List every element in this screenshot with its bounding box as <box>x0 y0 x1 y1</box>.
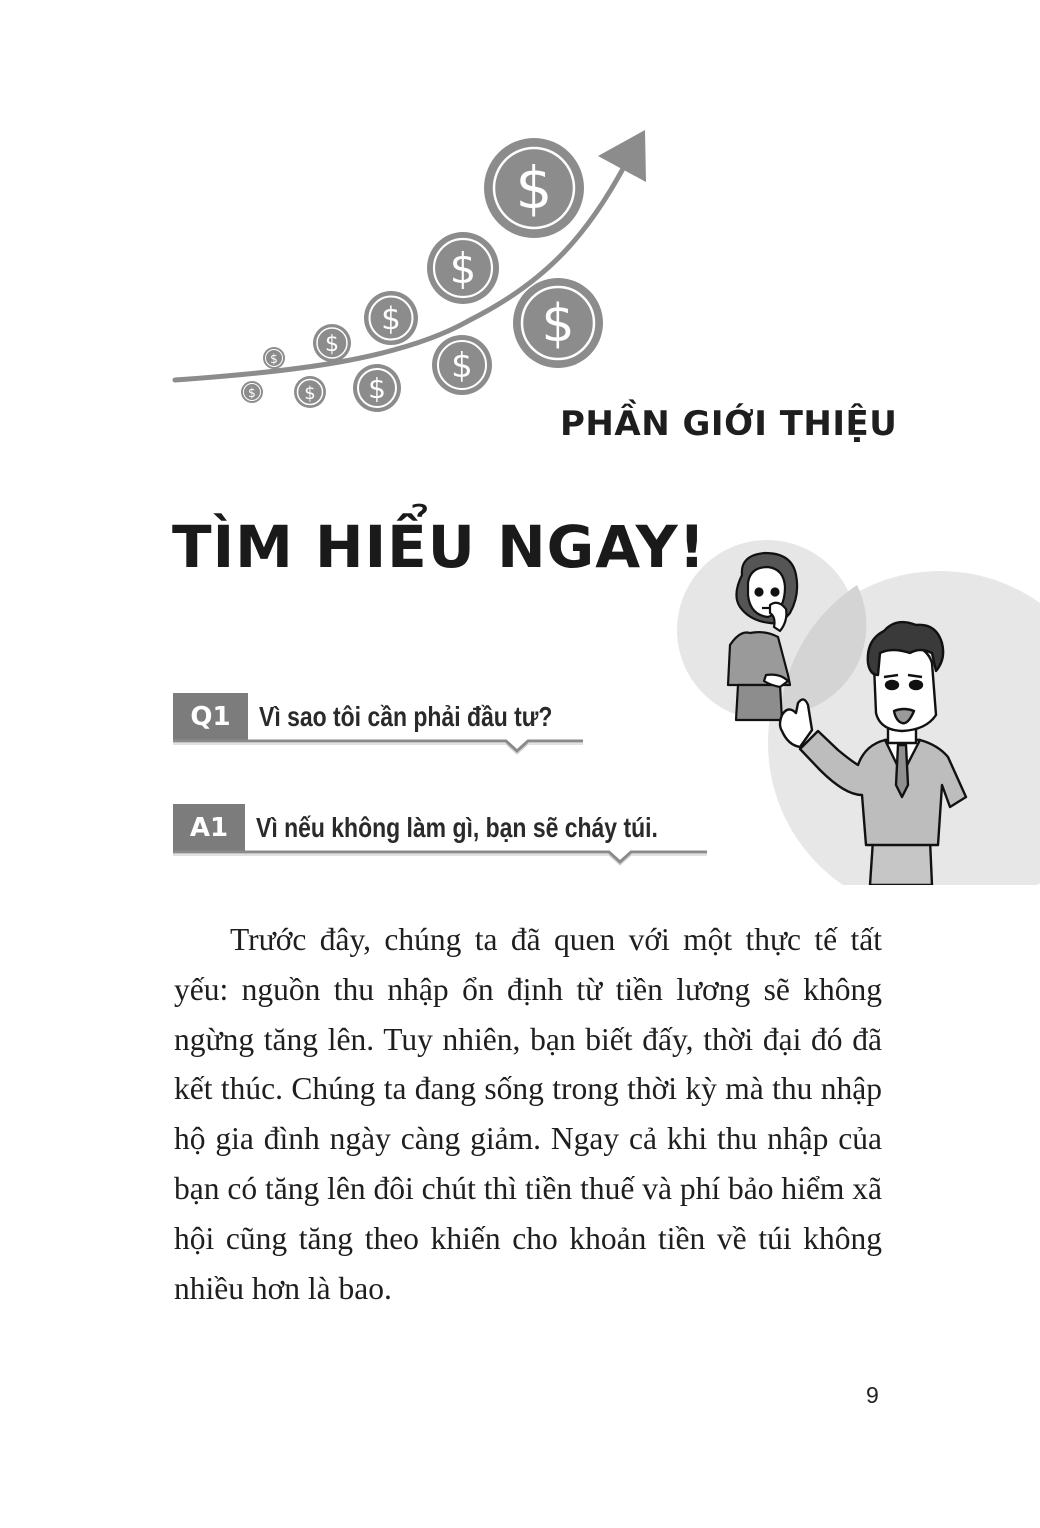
svg-text:$: $ <box>449 244 477 293</box>
underline-divider <box>173 850 709 866</box>
page-title: TÌM HIỂU NGAY! <box>172 513 707 581</box>
underline-divider <box>173 739 585 755</box>
body-text <box>174 915 882 1313</box>
svg-text:$: $ <box>325 332 339 357</box>
rising-coins-arrow-icon <box>170 120 660 420</box>
svg-text:$: $ <box>451 346 473 386</box>
coin-icon <box>364 291 418 345</box>
coin-icon <box>313 324 351 362</box>
svg-text:$: $ <box>248 386 256 400</box>
coin-icon <box>513 278 603 368</box>
question-text: Vì sao tôi cần phải đầu tư? <box>259 701 553 732</box>
svg-text:$: $ <box>368 372 386 405</box>
coin-icon <box>484 138 584 238</box>
question-badge: Q1 <box>173 693 248 741</box>
answer-row <box>173 804 709 866</box>
coin-icon <box>294 376 326 408</box>
coin-icon <box>432 335 492 395</box>
coin-icon <box>263 347 285 369</box>
coin-icon <box>427 232 499 304</box>
coin-icon <box>353 364 401 412</box>
question-row <box>173 693 585 755</box>
body-paragraph: Trước đây, chúng ta đã quen với một thực tế tất yếu: nguồn thu nhập ổn định từ tiền lương sẽ không ngừng tăng lên. Tuy nhiên, bạn biết đấy, thời đại đó đã kết thúc. Chúng ta đang sống trong thời kỳ mà thu nhập hộ gia đình ngày càng giảm. Ngay cả khi thu nhập của bạn có tăng lên đôi chút thì tiền thuế và phí bảo hiểm xã hội cũng tăng theo khiến cho khoản tiền về túi không nhiều hơn là bao. <box>174 922 882 1306</box>
section-label: PHẦN GIỚI THIỆU <box>560 404 898 444</box>
svg-text:$: $ <box>304 383 316 404</box>
answer-badge: A1 <box>173 804 245 852</box>
coin-icon <box>241 381 263 403</box>
svg-text:$: $ <box>515 154 553 222</box>
svg-text:$: $ <box>381 301 401 337</box>
svg-text:$: $ <box>541 294 575 354</box>
people-illustration <box>670 535 1040 885</box>
svg-text:$: $ <box>270 352 278 366</box>
answer-text: Vì nếu không làm gì, bạn sẽ cháy túi. <box>256 812 658 843</box>
page-number: 9 <box>866 1382 879 1408</box>
